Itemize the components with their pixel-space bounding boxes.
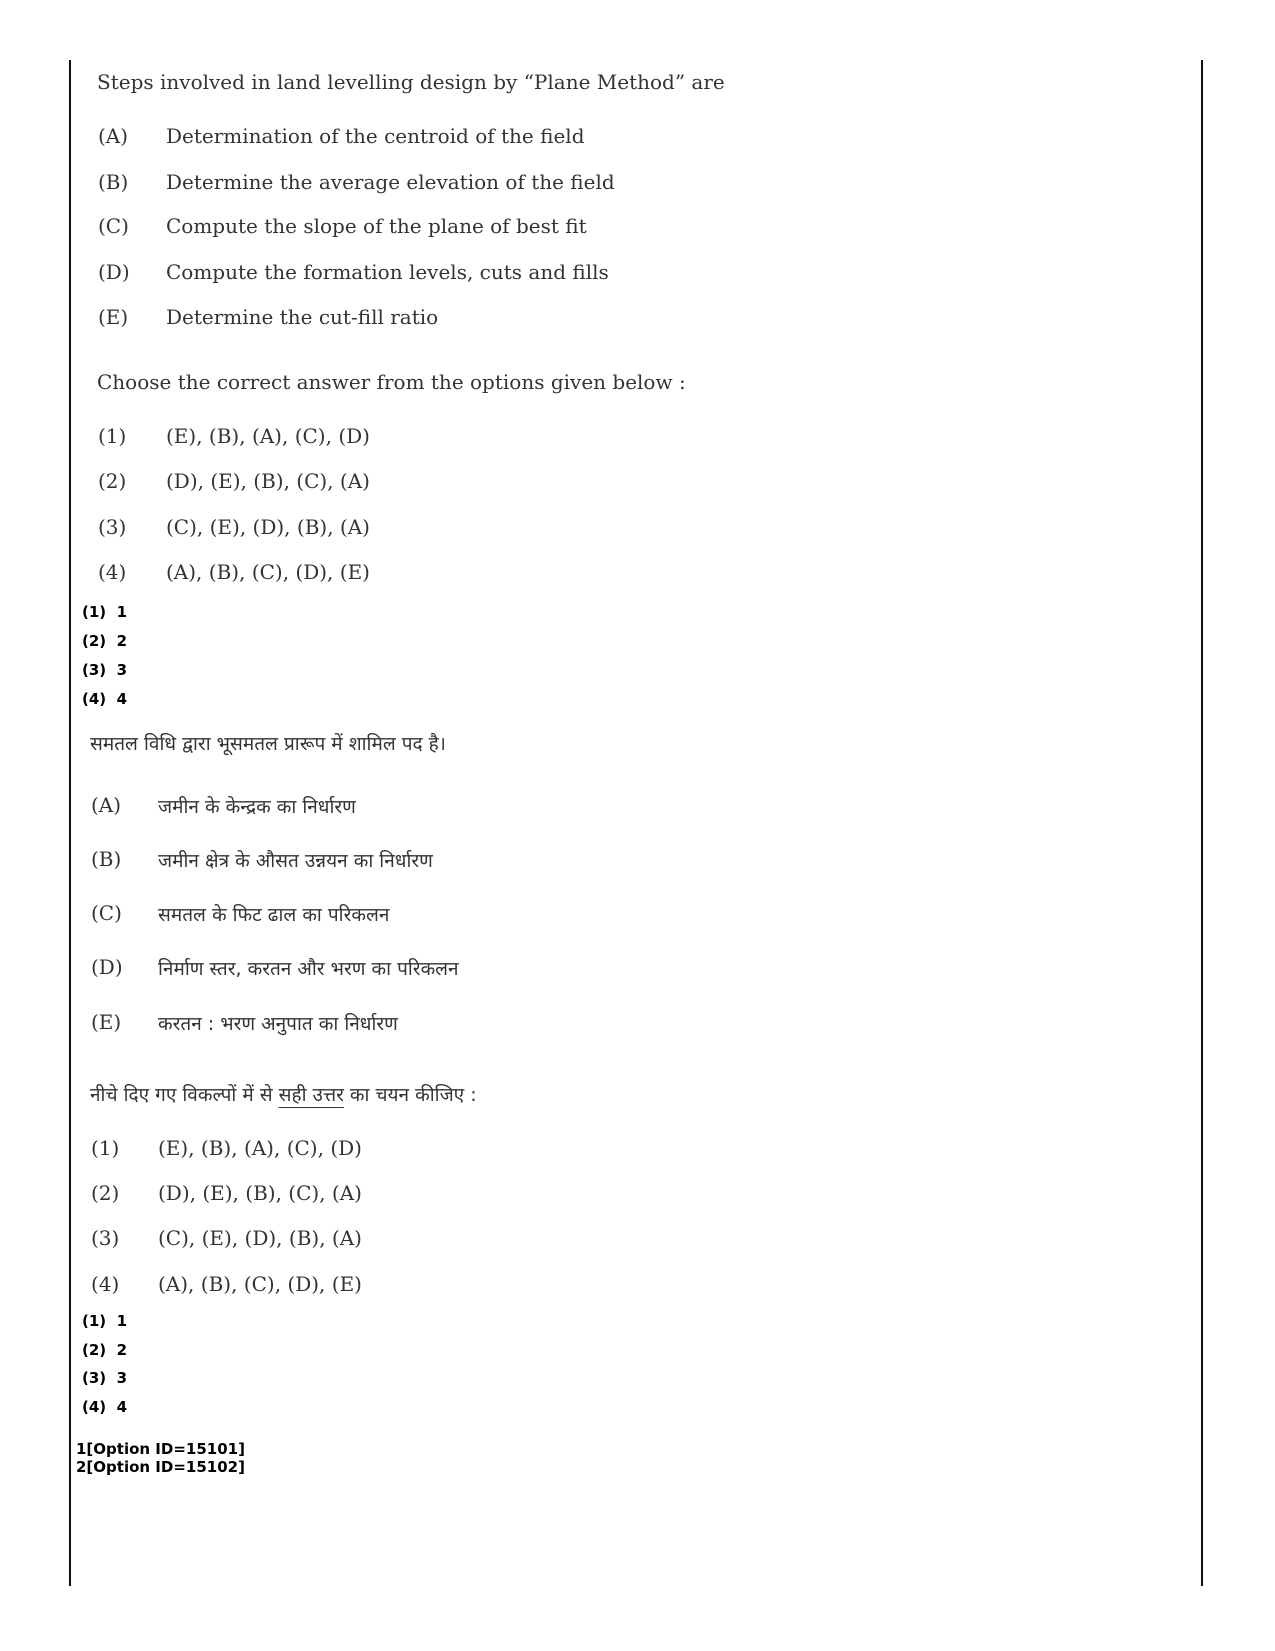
right-border-rule <box>1201 60 1203 1586</box>
answer-choice-2[interactable]: (2) 2 <box>82 1341 128 1359</box>
step-text: Determination of the centroid of the field <box>166 124 585 148</box>
option-label: (3) <box>98 515 127 539</box>
step-text: Compute the formation levels, cuts and fills <box>166 260 609 284</box>
step-label: (C) <box>98 214 129 238</box>
step-text: निर्माण स्तर, करतन और भरण का परिकलन <box>158 958 459 980</box>
answer-choice-2[interactable]: (2) 2 <box>82 632 128 650</box>
step-text: करतन : भरण अनुपात का निर्धारण <box>158 1013 398 1035</box>
instruction-english: Choose the correct answer from the options given below : <box>97 370 686 394</box>
option-text: (D), (E), (B), (C), (A) <box>158 1181 362 1205</box>
answer-choice-3[interactable]: (3) 3 <box>82 661 128 679</box>
step-text: समतल के फिट ढाल का परिकलन <box>158 904 390 926</box>
option-text: (D), (E), (B), (C), (A) <box>166 469 370 493</box>
step-label: (D) <box>91 955 123 979</box>
option-text: (E), (B), (A), (C), (D) <box>158 1136 362 1160</box>
step-text: Determine the average elevation of the field <box>166 170 615 194</box>
option-text: (C), (E), (D), (B), (A) <box>158 1226 362 1250</box>
step-label: (B) <box>91 847 122 871</box>
answer-choice-3[interactable]: (3) 3 <box>82 1369 128 1387</box>
step-label: (B) <box>98 170 129 194</box>
option-label: (4) <box>91 1272 120 1296</box>
step-label: (C) <box>91 901 122 925</box>
question-english: Steps involved in land levelling design by “Plane Method” are <box>97 70 725 94</box>
step-label: (D) <box>98 260 130 284</box>
option-id-1: 1[Option ID=15101] <box>76 1440 245 1458</box>
answer-choice-4[interactable]: (4) 4 <box>82 690 128 708</box>
option-label: (1) <box>91 1136 120 1160</box>
option-text: (C), (E), (D), (B), (A) <box>166 515 370 539</box>
step-text: Compute the slope of the plane of best fit <box>166 214 587 238</box>
option-label: (4) <box>98 560 127 584</box>
option-label: (2) <box>91 1181 120 1205</box>
option-text: (A), (B), (C), (D), (E) <box>166 560 370 584</box>
option-text: (E), (B), (A), (C), (D) <box>166 424 370 448</box>
answer-choice-1[interactable]: (1) 1 <box>82 1312 128 1330</box>
left-border-rule <box>69 60 71 1586</box>
step-label: (A) <box>98 124 129 148</box>
step-text: जमीन के केन्द्रक का निर्धारण <box>158 796 356 818</box>
option-label: (3) <box>91 1226 120 1250</box>
question-hindi: समतल विधि द्वारा भूसमतल प्रारूप में शामिल पद है। <box>90 733 446 755</box>
step-label: (E) <box>98 305 129 329</box>
step-label: (A) <box>91 793 122 817</box>
option-text: (A), (B), (C), (D), (E) <box>158 1272 362 1296</box>
option-id-2: 2[Option ID=15102] <box>76 1458 245 1476</box>
step-label: (E) <box>91 1010 122 1034</box>
step-text: जमीन क्षेत्र के औसत उन्नयन का निर्धारण <box>158 850 433 872</box>
answer-choice-1[interactable]: (1) 1 <box>82 603 128 621</box>
option-label: (2) <box>98 469 127 493</box>
instruction-hindi: नीचे दिए गए विकल्पों में से सही उत्तर का चयन कीजिए : <box>90 1084 477 1106</box>
option-label: (1) <box>98 424 127 448</box>
step-text: Determine the cut-fill ratio <box>166 305 439 329</box>
underlined-phrase: सही उत्तर <box>278 1084 344 1106</box>
answer-choice-4[interactable]: (4) 4 <box>82 1398 128 1416</box>
